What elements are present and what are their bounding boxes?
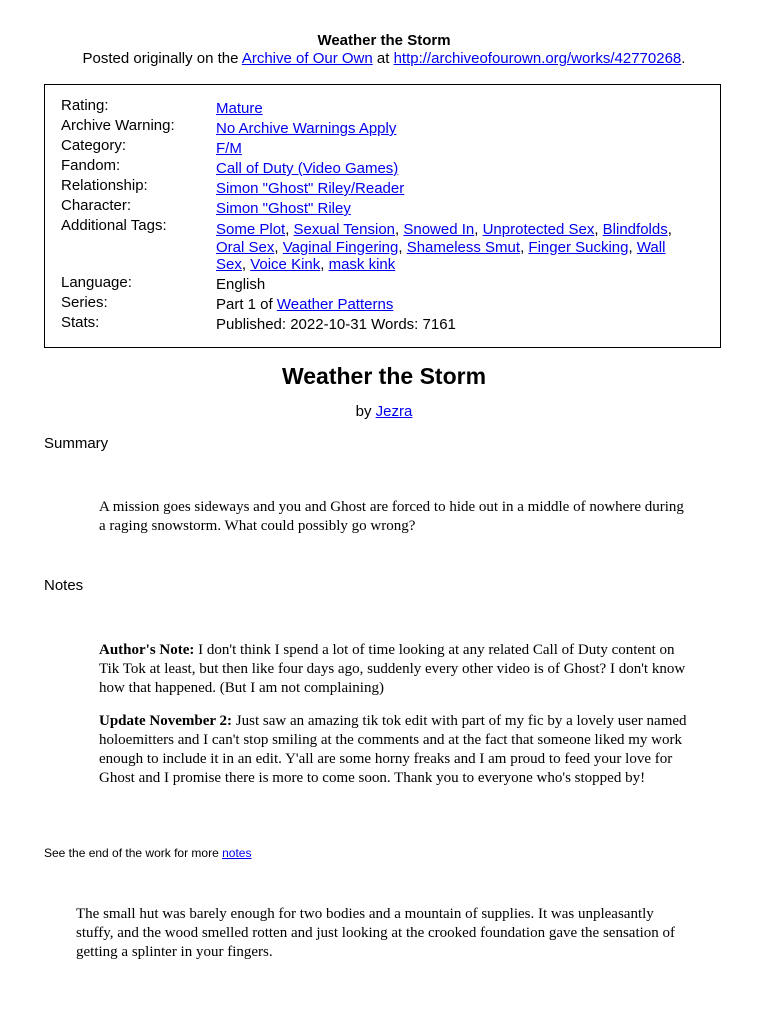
end-notes-link[interactable]: notes bbox=[222, 846, 252, 860]
meta-label-warning: Archive Warning: bbox=[61, 117, 175, 134]
at-text: at bbox=[376, 50, 390, 67]
work-title: Weather the Storm bbox=[281, 363, 487, 389]
document-header-title: Weather the Storm bbox=[317, 32, 451, 49]
see-end-notes-line bbox=[44, 846, 251, 861]
tag-link[interactable]: Voice Kink bbox=[250, 256, 321, 273]
summary-heading: Summary bbox=[44, 435, 109, 452]
meta-label-relationship: Relationship: bbox=[61, 177, 148, 194]
tag-link[interactable]: Finger Sucking bbox=[528, 238, 629, 256]
tag-link[interactable]: Oral Sex bbox=[216, 238, 275, 256]
author-link[interactable]: Jezra bbox=[375, 403, 413, 420]
update-note-label: Update November 2: bbox=[99, 713, 233, 729]
by-text: by bbox=[355, 403, 372, 420]
tag-separator: , bbox=[594, 221, 603, 238]
tag-link[interactable]: Snowed In bbox=[403, 221, 475, 238]
tag-separator: , bbox=[241, 256, 251, 273]
archive-link[interactable]: Archive of Our Own bbox=[241, 50, 373, 67]
tag-link[interactable]: Unprotected Sex bbox=[482, 221, 595, 238]
update-note-text: Just saw an amazing tik tok edit with part of my fic by a lovely user named holoemitters and I can't stop smiling at the comments and at the fact that someone liked my work enough to include it in an edit. Y'all are some horny freaks and I am proud to feed your love for Ghost and I promise there is more to come soon. Thank you to everyone who's stopped by! bbox=[99, 713, 687, 786]
see-end-prefix: See the end of the work for more bbox=[44, 846, 219, 860]
language-value: English bbox=[216, 276, 266, 293]
author-note-label: Author's Note: bbox=[99, 642, 195, 658]
meta-label-character: Character: bbox=[61, 197, 132, 214]
tag-link[interactable]: mask kink bbox=[328, 256, 396, 273]
work-url-link[interactable]: http://archiveofourown.org/works/42770268 bbox=[393, 50, 682, 67]
tags-list bbox=[216, 221, 696, 274]
tag-separator: , bbox=[274, 238, 283, 256]
summary-text: A mission goes sideways and you and Ghost are forced to hide out in a middle of nowhere during a raging snowstorm. What could possibly go wrong? bbox=[99, 499, 684, 534]
meta-label-rating: Rating: bbox=[61, 97, 109, 114]
tag-link[interactable]: Vaginal Fingering bbox=[282, 238, 399, 256]
tag-link[interactable]: Wall Sex bbox=[216, 238, 666, 273]
meta-label-language: Language: bbox=[61, 274, 132, 291]
posted-prefix: Posted originally on the bbox=[82, 50, 239, 67]
tag-separator: , bbox=[285, 221, 294, 238]
tag-separator: , bbox=[474, 221, 483, 238]
tag-separator: , bbox=[320, 256, 329, 273]
rating-link[interactable]: Mature bbox=[216, 100, 263, 117]
author-note-text: I don't think I spend a lot of time looking at any related Call of Duty content on Tik Tok at least, but then like four days ago, suddenly every other video is of Ghost? I don't know how that happened. (But I am not complaining) bbox=[99, 642, 686, 696]
warning-link[interactable]: No Archive Warnings Apply bbox=[216, 120, 397, 137]
meta-label-stats: Stats: bbox=[61, 314, 100, 331]
url-suffix: . bbox=[681, 50, 686, 67]
series-value bbox=[216, 296, 696, 314]
posted-originally-line bbox=[0, 50, 768, 68]
work-metadata-box bbox=[44, 84, 721, 348]
series-prefix: Part 1 of bbox=[216, 296, 273, 313]
tag-separator: , bbox=[628, 238, 637, 256]
fandom-link[interactable]: Call of Duty (Video Games) bbox=[216, 160, 399, 177]
byline bbox=[0, 403, 768, 421]
notes-heading: Notes bbox=[44, 577, 84, 594]
update-note-paragraph bbox=[99, 712, 689, 788]
author-note-paragraph bbox=[99, 641, 689, 698]
tag-link[interactable]: Some Plot bbox=[216, 221, 286, 238]
notes-block bbox=[99, 641, 689, 788]
tag-separator: , bbox=[667, 221, 672, 238]
category-link[interactable]: F/M bbox=[216, 140, 242, 157]
tag-separator: , bbox=[398, 238, 407, 256]
series-link[interactable]: Weather Patterns bbox=[276, 296, 394, 313]
tag-link[interactable]: Sexual Tension bbox=[293, 221, 396, 238]
meta-label-tags: Additional Tags: bbox=[61, 217, 167, 234]
tag-link[interactable]: Blindfolds bbox=[602, 221, 668, 238]
stats-value: Published: 2022-10-31 Words: 7161 bbox=[216, 316, 456, 333]
chapter-body-paragraph: The small hut was barely enough for two bodies and a mountain of supplies. It was unpleasantly stuffy, and the wood smelled rotten and just looking at the crooked foundation gave the sensation of getting a splinter in your fingers. bbox=[76, 906, 676, 960]
character-link[interactable]: Simon "Ghost" Riley bbox=[216, 200, 351, 217]
relationship-link[interactable]: Simon "Ghost" Riley/Reader bbox=[216, 180, 405, 197]
meta-label-series: Series: bbox=[61, 294, 108, 311]
meta-label-category: Category: bbox=[61, 137, 127, 154]
meta-label-fandom: Fandom: bbox=[61, 157, 121, 174]
tag-separator: , bbox=[395, 221, 404, 238]
tag-link[interactable]: Shameless Smut bbox=[406, 238, 521, 256]
tag-separator: , bbox=[520, 238, 529, 256]
